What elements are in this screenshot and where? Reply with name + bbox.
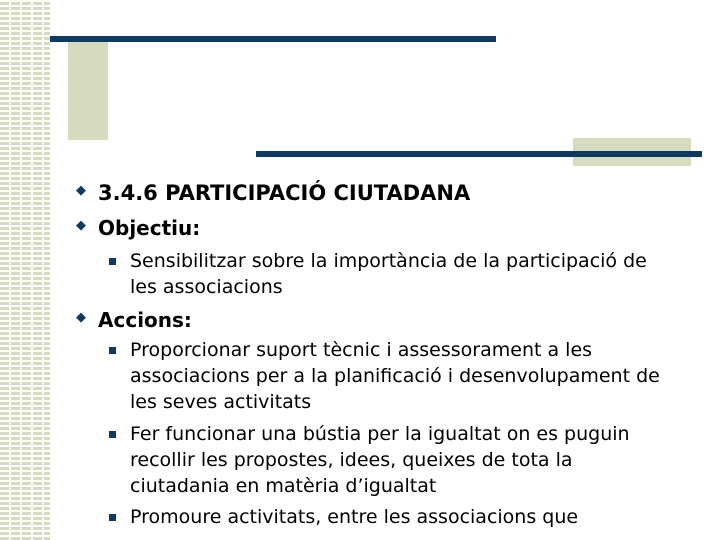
actions-label: Accions: bbox=[98, 308, 192, 332]
decorative-bar-middle bbox=[256, 151, 702, 157]
objective-text-line: les associacions bbox=[130, 276, 283, 298]
square-bullet-icon bbox=[109, 258, 116, 265]
square-bullet-icon bbox=[109, 347, 116, 354]
action-text-line: Promoure activitats, entre les associacions que bbox=[130, 506, 579, 528]
slide-heading: 3.4.6 PARTICIPACIÓ CIUTADANA bbox=[98, 181, 471, 205]
action-text-line: les seves activitats bbox=[130, 391, 312, 413]
objective-text-line: Sensibilitzar sobre la importància de la participació de bbox=[130, 250, 647, 272]
diamond-bullet-icon: ◆ bbox=[76, 218, 86, 233]
decorative-block-top bbox=[68, 38, 108, 140]
action-text-line: Fer funcionar una bústia per la igualtat on es puguin bbox=[130, 423, 630, 445]
square-bullet-icon bbox=[109, 431, 116, 438]
action-text-line: ciutadania en matèria d’igualtat bbox=[130, 475, 437, 497]
action-text-line: associacions per a la planificació i desenvolupament de bbox=[130, 365, 660, 387]
diamond-bullet-icon: ◆ bbox=[76, 183, 86, 198]
decorative-stripes bbox=[0, 0, 50, 540]
action-text-line: Proporcionar suport tècnic i assessorament a les bbox=[130, 339, 593, 361]
objective-label: Objectiu: bbox=[98, 216, 201, 240]
diamond-bullet-icon: ◆ bbox=[76, 310, 86, 325]
action-text-line: recollir les propostes, idees, queixes de tota la bbox=[130, 449, 573, 471]
square-bullet-icon bbox=[109, 514, 116, 521]
decorative-bar-top bbox=[50, 36, 496, 42]
